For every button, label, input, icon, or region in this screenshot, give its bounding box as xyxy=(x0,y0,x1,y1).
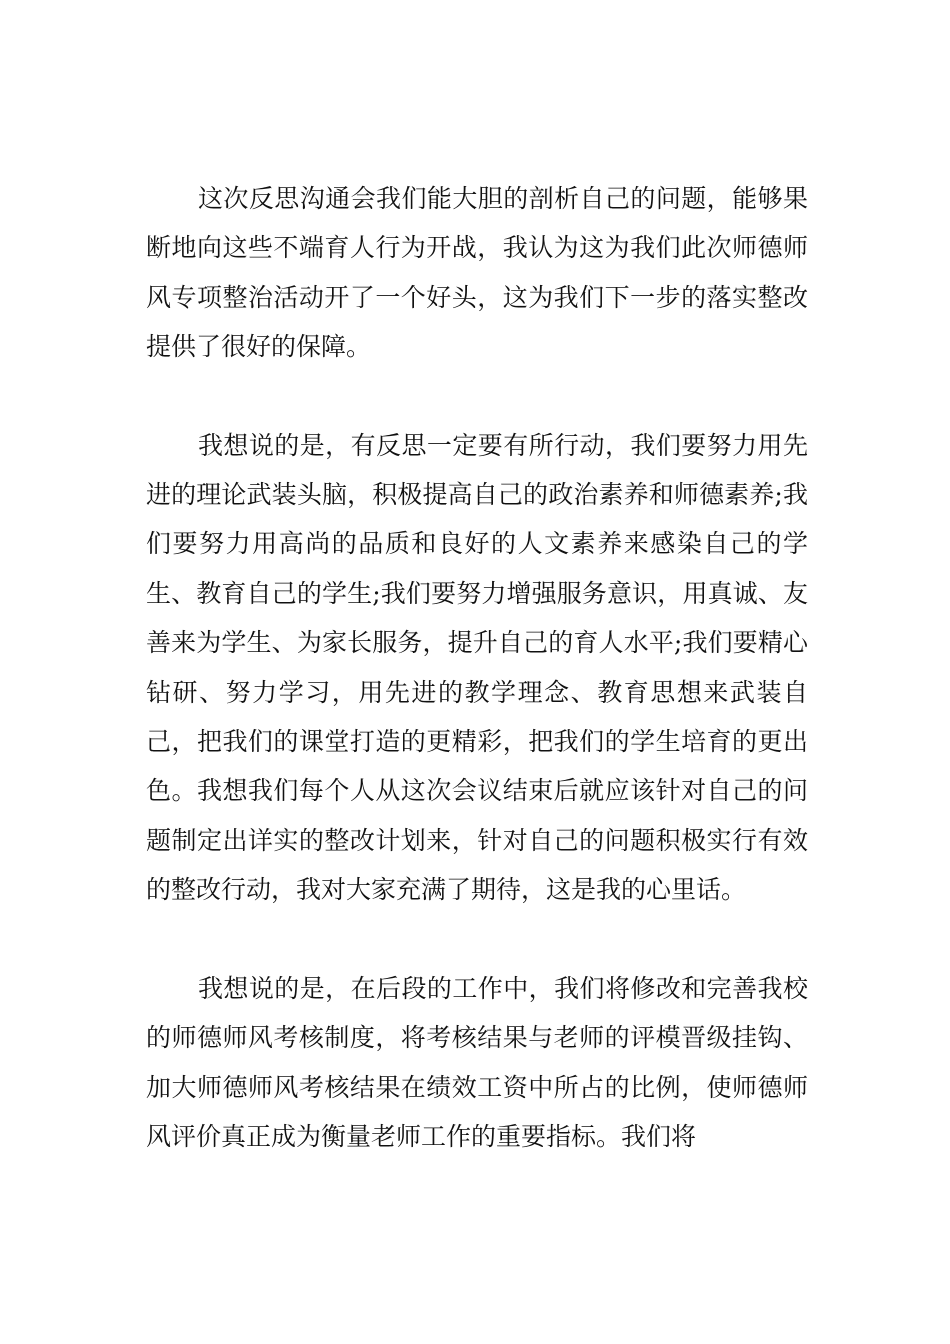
paragraph-3: 我想说的是，在后段的工作中，我们将修改和完善我校的师德师风考核制度，将考核结果与老师的评模晋级挂钩、加大师德师风考核结果在绩效工资中所占的比例，使师德师风评价真正成为衡量老师工作的重要指标。我们将 xyxy=(146,973,808,1151)
paragraph-1: 这次反思沟通会我们能大胆的剖析自己的问题，能够果断地向这些不端育人行为开战，我认为这为我们此次师德师风专项整治活动开了一个好头，这为我们下一步的落实整改提供了很好的保障。 xyxy=(146,184,808,362)
document-body xyxy=(146,174,808,1161)
paragraph-2: 我想说的是，有反思一定要有所行动，我们要努力用先进的理论武装头脑，积极提高自己的政治素养和师德素养;我们要努力用高尚的品质和良好的人文素养来感染自己的学生、教育自己的学生;我们要努力增强服务意识，用真诚、友善来为学生、为家长服务，提升自己的育人水平;我们要精心钻研、努力学习，用先进的教学理念、教育思想来武装自己，把我们的课堂打造的更精彩，把我们的学生培育的更出色。我想我们每个人从这次会议结束后就应该针对自己的问题制定出详实的整改计划来，针对自己的问题积极实行有效的整改行动，我对大家充满了期待，这是我的心里话。 xyxy=(146,430,808,905)
